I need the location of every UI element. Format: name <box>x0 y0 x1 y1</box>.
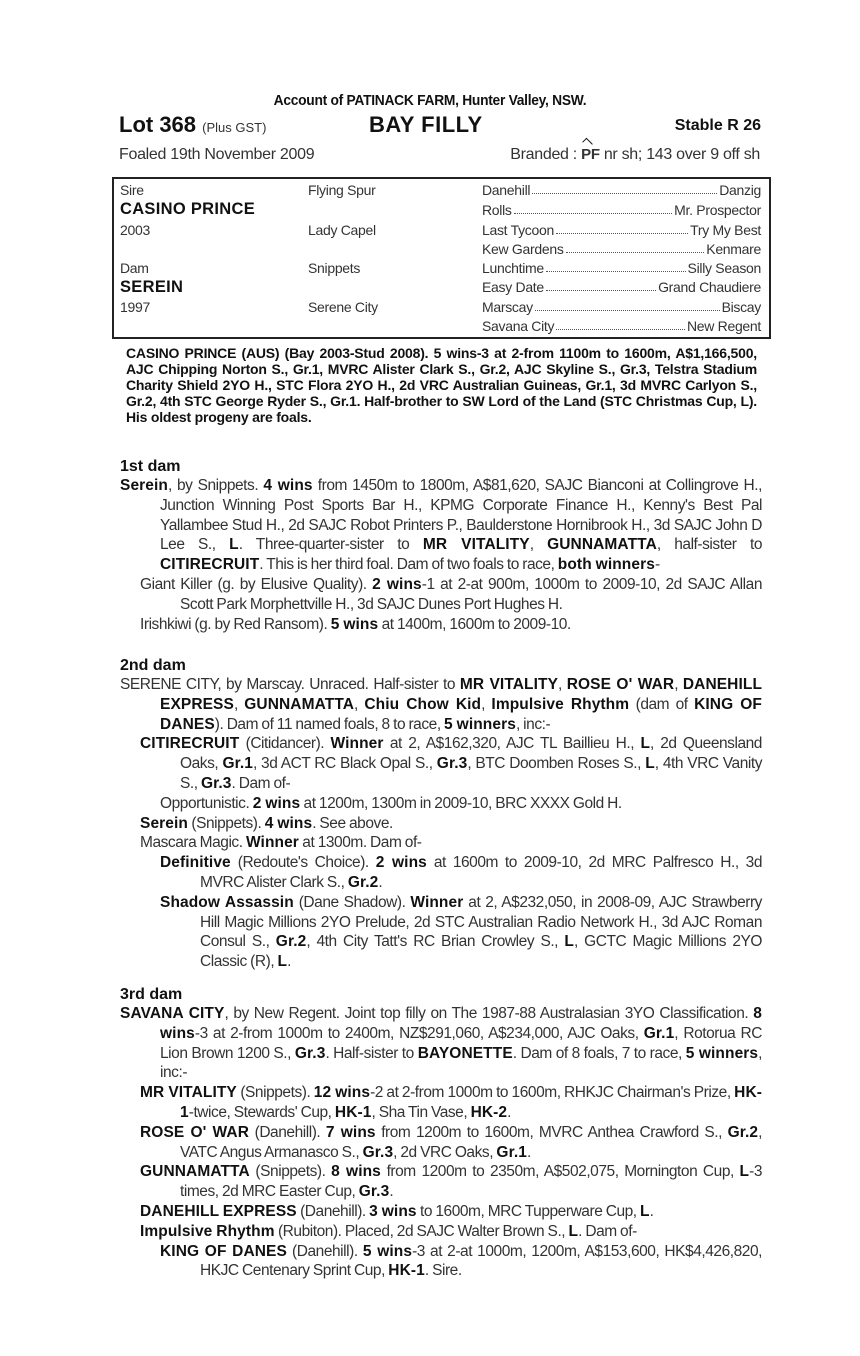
bold-run: 8 wins <box>331 1163 381 1181</box>
text-run: , by Snippets. <box>168 477 264 494</box>
dam-name: SEREIN <box>120 278 184 296</box>
pedigree-entry <box>120 575 762 615</box>
bold-run: GUNNAMATTA <box>140 1163 250 1181</box>
text-run: . Half-sister to <box>325 1044 418 1062</box>
lot-label: Lot 368 <box>119 112 197 137</box>
pedigree-table <box>112 177 771 339</box>
text-run: from 1200m to 2350m, A$502,075, Mornington Cup, <box>380 1163 740 1181</box>
text-run: , 2d VRC Oaks, <box>393 1143 497 1161</box>
grandparent-name: Lunchtime <box>482 260 544 276</box>
grandparent-name: Easy Date <box>482 279 544 295</box>
sire-summary: CASINO PRINCE (AUS) (Bay 2003-Stud 2008). 5 wins-3 at 2-from 1100m to 1600m, A$1,166,500, AJC Chipping Norton S., Gr.1, MVRC Alister Clark S., Gr.2, AJC Skyline S., Gr.3, Telstra Stadium Charity Shield 2YO H., STC Flora 2YO H., 2d VRC Australian Guineas, Gr.1, 3d MVRC Carlyon S., Gr.2, 4th STC George Ryder S., Gr.1. Half-brother to SW Lord of the Land (STC Christmas Cup, L). His oldest progeny are foals. <box>126 345 757 425</box>
bold-run: L <box>640 1202 650 1220</box>
pedigree-entry <box>120 1202 762 1222</box>
text-run: -3 at 2-from 1000m to 2400m, NZ$291,060, A$234,000, AJC Oaks, <box>194 1024 644 1042</box>
bold-run: DANEHILL EXPRESS <box>160 676 763 713</box>
text-run: at 1300m. Dam of- <box>298 834 422 852</box>
bold-run: KING OF DANES <box>160 1242 287 1260</box>
bold-run: HK-1 <box>180 1084 763 1121</box>
leader-dots <box>514 202 673 214</box>
bold-run: Shadow Assassin <box>160 893 294 911</box>
great-grandparent-name: Biscay <box>721 299 761 315</box>
text-run: -3 times, 2d MRC Easter Cup, <box>180 1163 762 1201</box>
bold-run: Gr.3 <box>200 774 232 792</box>
pedigree-entry <box>120 675 762 734</box>
bold-run: KING OF DANES <box>160 695 762 733</box>
text-run: , <box>558 676 567 693</box>
dam-section <box>120 986 762 1281</box>
bold-run: L <box>229 536 239 554</box>
bold-run: GUNNAMATTA <box>547 536 657 554</box>
text-run: , 3d ACT RC Black Opal S., <box>253 755 437 773</box>
bold-run: 2 wins <box>252 794 301 812</box>
leader-dots <box>532 182 717 194</box>
text-run: Mascara Magic. <box>140 834 246 852</box>
bold-run: 8 wins <box>160 1005 762 1042</box>
text-run: to 1600m, MRC Tupperware Cup, <box>416 1202 641 1220</box>
text-run: at 1400m, 1600m to 2009-10. <box>378 615 571 633</box>
leader-dots <box>546 260 686 272</box>
text-run: . <box>507 1103 511 1121</box>
great-grandparent-name: Kenmare <box>706 241 761 257</box>
sire-dam: Lady Capel <box>308 222 376 238</box>
bold-run: Gr.3 <box>294 1044 326 1062</box>
bold-run: 2 wins <box>372 575 422 593</box>
text-run: SERENE CITY, by Marscay. Unraced. Half-sister to <box>120 676 460 693</box>
text-run: Giant Killer (g. by Elusive Quality). <box>140 575 373 593</box>
pedigree-entry <box>120 1222 762 1242</box>
grandparent-name: Kew Gardens <box>482 241 564 257</box>
section-heading: 3rd dam <box>120 986 183 1003</box>
bold-run: 5 winners <box>685 1044 759 1062</box>
pedigree-entry <box>120 893 762 972</box>
bold-run: Gr.2 <box>727 1123 759 1141</box>
brand-detail: nr sh; 143 over 9 off sh <box>599 146 760 163</box>
leader-dots <box>556 222 688 234</box>
lot-number <box>119 112 266 138</box>
dam-sire: Snippets <box>308 260 361 276</box>
text-run: . Dam of- <box>578 1222 637 1240</box>
text-run: , <box>529 536 548 554</box>
text-run: . <box>526 1143 531 1161</box>
text-run: , by New Regent. Joint top filly on The 1987-88 Australasian 3YO Classification. <box>224 1005 754 1022</box>
text-run: (Snippets). <box>188 814 265 832</box>
text-run: . <box>389 1183 394 1201</box>
great-grandparent-name: Grand Chaudiere <box>658 279 761 295</box>
text-run: . This is her third foal. Dam of two foals to race, <box>259 556 558 574</box>
grandparent-row <box>482 318 761 334</box>
text-run: , inc:- <box>160 1044 762 1082</box>
text-run: (dam of <box>629 695 695 713</box>
text-run: , half-sister to <box>656 536 762 554</box>
sire-sire: Flying Spur <box>308 182 376 198</box>
bold-run: Serein <box>140 814 188 832</box>
bold-run: DANEHILL EXPRESS <box>140 1202 297 1220</box>
bold-run: L <box>640 735 651 753</box>
pedigree-entry <box>120 476 762 575</box>
text-run: - <box>654 556 660 574</box>
grandparent-row <box>482 241 761 257</box>
text-run: (Rubiton). Placed, 2d SAJC Walter Brown S., <box>274 1222 569 1240</box>
sire-year: 2003 <box>120 222 150 238</box>
bold-run: Gr.3 <box>436 755 468 773</box>
text-run: at 1600m to 2009-10, 2d MRC Palfresco H., 3d MVRC Alister Clark S., <box>200 854 762 891</box>
text-run: (Citidancer). <box>239 735 331 753</box>
bold-run: 5 wins <box>330 615 379 633</box>
text-run: -2 at 2-from 1000m to 1600m, RHKJC Chairman's Prize, <box>370 1084 735 1102</box>
pedigree-entry <box>120 814 762 834</box>
bold-run: MR VITALITY <box>459 676 559 693</box>
pedigree-entry <box>120 833 762 853</box>
section-heading: 1st dam <box>120 458 181 475</box>
grandparent-name: Last Tycoon <box>482 222 554 238</box>
text-run: , <box>354 695 365 713</box>
pedigree-entry <box>120 794 762 814</box>
text-run: from 1200m to 1600m, MVRC Anthea Crawford S., <box>375 1123 728 1141</box>
text-run: Irishkiwi (g. by Red Ransom). <box>140 615 331 633</box>
sire-label: Sire <box>120 182 144 198</box>
bold-run: HK-2 <box>470 1103 508 1121</box>
bold-run: Gr.2 <box>275 933 307 951</box>
text-run: -3 at 2-at 1000m, 1200m, A$153,600, HK$4,426,820, HKJC Centenary Sprint Cup, <box>200 1242 762 1280</box>
text-run: . Dam of 8 foals, 7 to race, <box>512 1044 686 1062</box>
lot-note: (Plus GST) <box>202 120 267 135</box>
bold-run: L <box>277 953 288 971</box>
sire-name: CASINO PRINCE <box>120 200 255 218</box>
pedigree-entry <box>120 1242 762 1282</box>
bold-run: SAVANA CITY <box>120 1005 225 1022</box>
great-grandparent-name: New Regent <box>686 318 761 334</box>
lot-header <box>119 112 761 138</box>
text-run: , inc:- <box>515 715 551 733</box>
text-run: (Danehill). <box>249 1123 326 1141</box>
grandparent-row <box>482 260 761 276</box>
horse-title: BAY FILLY <box>369 112 483 137</box>
pedigree-entry <box>120 1004 762 1083</box>
bold-run: 5 winners <box>444 715 516 733</box>
bold-run: L <box>568 1222 579 1240</box>
grandparent-row <box>482 279 761 295</box>
bold-run: Gr.1 <box>222 755 253 773</box>
text-run: at 2, A$162,320, AJC TL Baillieu H., <box>383 735 641 753</box>
dam-section <box>120 458 762 634</box>
great-grandparent-name: Mr. Prospector <box>674 202 761 218</box>
bold-run: MR VITALITY <box>140 1084 237 1102</box>
bold-run: Gr.1 <box>643 1024 675 1042</box>
leader-dots <box>556 318 685 330</box>
text-run: , GCTC Magic Millions 2YO Classic (R), <box>200 933 762 971</box>
text-run: , Sha Tin Vase, <box>371 1103 471 1121</box>
text-run: (Dane Shadow). <box>293 893 411 911</box>
bold-run: Serein <box>120 477 168 494</box>
bold-run: Gr.1 <box>496 1143 527 1161</box>
grandparent-name: Marscay <box>482 299 533 315</box>
brand-mark-icon: PF <box>581 146 600 163</box>
bold-run: 7 wins <box>325 1123 376 1141</box>
bold-run: ROSE O' WAR <box>566 676 675 693</box>
bold-run: MR VITALITY <box>422 536 530 554</box>
text-run: , <box>674 676 683 693</box>
text-run: , VATC Angus Armanasco S., <box>180 1123 762 1161</box>
leader-dots <box>535 299 720 311</box>
bold-run: L <box>739 1163 750 1181</box>
text-run: from 1450m to 1800m, A$81,620, SAJC Bianconi at Collingrove H., Junction Winning Post Sports Bar H., KPMG Corporate Finance H., Kenny's Best Pal Yallambee Stud H., 2d SAJC Robot Printers P., Baulderstone Hornibrook H., 3d SAJC John D Lee S., <box>160 477 763 554</box>
text-run: at 1200m, 1300m in 2009-10, BRC XXXX Gold H. <box>300 794 622 812</box>
bold-run: 4 wins <box>263 477 313 494</box>
pedigree-entry <box>120 615 762 635</box>
great-grandparent-name: Try My Best <box>690 222 761 238</box>
text-run: . <box>287 953 291 971</box>
text-run: . See above. <box>312 814 393 832</box>
text-run: (Danehill). <box>296 1202 370 1220</box>
text-run: . <box>378 873 383 891</box>
bold-run: HK-1 <box>388 1262 425 1280</box>
bold-run: both winners <box>557 556 655 574</box>
grandparent-row <box>482 299 761 315</box>
bold-run: 2 wins <box>375 854 427 872</box>
bold-run: L <box>645 755 655 773</box>
great-grandparent-name: Silly Season <box>687 260 761 276</box>
stable-number: Stable R 26 <box>674 117 761 134</box>
bold-run: Gr.3 <box>362 1143 394 1161</box>
bold-run: 4 wins <box>264 814 313 832</box>
text-run: , <box>481 695 492 713</box>
bold-run: Winner <box>330 735 384 753</box>
text-run: , 4th City Tatt's RC Brian Crowley S., <box>306 933 565 951</box>
dam-label: Dam <box>120 260 149 276</box>
bold-run: ROSE O' WAR <box>140 1123 250 1141</box>
text-run: . Three-quarter-sister to <box>238 536 423 554</box>
brand-label: Branded : <box>510 146 582 163</box>
bold-run: Winner <box>245 834 299 852</box>
grandparent-name: Savana City <box>482 318 555 334</box>
bold-run: Gr.2 <box>347 873 379 891</box>
text-run: (Danehill). <box>286 1242 363 1260</box>
text-run: . <box>649 1202 654 1220</box>
text-run: , Rotorua RC Lion Brown 1200 S., <box>160 1024 762 1062</box>
grandparent-row <box>482 222 761 238</box>
bold-run: Winner <box>410 893 464 911</box>
bold-run: Impulsive Rhythm <box>491 695 630 713</box>
dam-year: 1997 <box>120 299 150 315</box>
bold-run: BAYONETTE <box>417 1044 513 1062</box>
text-run: , 4th VRC Vanity S., <box>180 755 763 792</box>
pedigree-entry <box>120 1083 762 1123</box>
pedigree-entry <box>120 734 762 793</box>
text-run: Opportunistic. <box>160 794 253 812</box>
bold-run: CITIRECRUIT <box>160 556 260 574</box>
text-run: . Dam of- <box>231 774 291 792</box>
bold-run: L <box>564 933 574 951</box>
text-run: (Redoute's Choice). <box>230 854 376 872</box>
bold-run: Chiu Chow Kid <box>364 695 482 713</box>
pedigree-entry <box>120 853 762 893</box>
text-run: ). Dam of 11 named foals, 8 to race, <box>214 715 445 733</box>
bold-run: 5 wins <box>362 1242 413 1260</box>
vendor-account: Account of PATINACK FARM, Hunter Valley, NSW. <box>273 92 587 109</box>
grandparent-row <box>482 182 761 198</box>
dam-dam: Serene City <box>308 299 378 315</box>
pedigree-entry <box>120 1123 762 1163</box>
bold-run: HK-1 <box>334 1103 372 1121</box>
brand-info <box>510 146 760 164</box>
text-run: , <box>233 695 245 713</box>
text-run: (Snippets). <box>236 1084 314 1102</box>
bold-run: Definitive <box>160 854 231 872</box>
bold-run: Gr.3 <box>358 1183 390 1201</box>
grandparent-row <box>482 202 761 218</box>
text-run: at 2, A$232,050, in 2008-09, AJC Strawberry Hill Magic Millions 2YO Prelude, 2d STC Australian Radio Network H., 3d AJC Roman Consul S., <box>200 893 762 951</box>
bold-run: Impulsive Rhythm <box>140 1222 275 1240</box>
grandparent-name: Rolls <box>482 202 512 218</box>
text-run: -1 at 2-at 900m, 1000m to 2009-10, 2d SAJC Allan Scott Park Morphettville H., 3d SAJC Dunes Port Hughes H. <box>180 575 762 613</box>
great-grandparent-name: Danzig <box>719 182 761 198</box>
text-run: . Sire. <box>424 1262 462 1280</box>
bold-run: 12 wins <box>313 1084 371 1102</box>
section-heading: 2nd dam <box>120 657 186 674</box>
bold-run: 3 wins <box>369 1202 417 1220</box>
pedigree-entry <box>120 1162 762 1202</box>
text-run: , 2d Queensland Oaks, <box>180 735 762 773</box>
foaled-date: Foaled 19th November 2009 <box>119 146 315 163</box>
bold-run: CITIRECRUIT <box>140 735 240 753</box>
text-run: (Snippets). <box>249 1163 332 1181</box>
bold-run: GUNNAMATTA <box>244 695 355 713</box>
leader-dots <box>546 279 656 291</box>
grandparent-name: Danehill <box>482 182 531 198</box>
text-run: -twice, Stewards' Cup, <box>188 1103 335 1121</box>
leader-dots <box>566 241 705 253</box>
dam-section <box>120 657 762 972</box>
text-run: , BTC Doomben Roses S., <box>467 755 646 773</box>
